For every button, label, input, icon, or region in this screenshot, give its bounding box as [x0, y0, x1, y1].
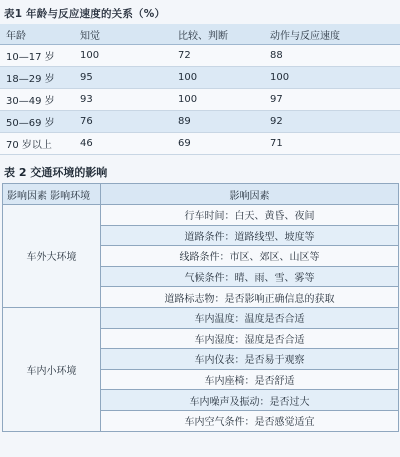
cell-judgment: 100 — [172, 89, 264, 111]
column-header-perception: 知觉 — [74, 24, 172, 45]
cell-age: 30—49 岁 — [0, 89, 74, 111]
column-header-reaction: 动作与反应速度 — [264, 24, 400, 45]
column-header-judgment: 比较、判断 — [172, 24, 264, 45]
cell-perception: 76 — [74, 111, 172, 133]
header-influence-environment: 影响因素 影响环境 — [3, 184, 101, 205]
cell-age: 50—69 岁 — [0, 111, 74, 133]
table1-header-row — [0, 24, 400, 45]
table-row — [0, 67, 400, 89]
group-inside-environment: 车内小环境 — [3, 307, 101, 431]
table2-title: 表 2 交通环境的影响 — [4, 166, 108, 179]
factor-cell: 车内噪声及振动：是否过大 — [101, 390, 399, 411]
table-row — [0, 111, 400, 133]
cell-perception: 100 — [74, 45, 172, 67]
group-outside-environment: 车外大环境 — [3, 205, 101, 308]
table1-title: 表1 年龄与反应速度的关系（%） — [4, 8, 166, 20]
table2-header-row — [3, 184, 399, 205]
cell-reaction: 71 — [264, 133, 400, 155]
cell-reaction: 97 — [264, 89, 400, 111]
header-influence-factor: 影响因素 — [101, 184, 399, 205]
table-row — [3, 205, 399, 226]
age-reaction-table — [0, 24, 400, 155]
cell-perception: 93 — [74, 89, 172, 111]
factor-cell: 道路条件：道路线型、坡度等 — [101, 225, 399, 246]
table-row — [0, 133, 400, 155]
factor-cell: 气候条件：晴、雨、雪、雾等 — [101, 266, 399, 287]
cell-age: 18—29 岁 — [0, 67, 74, 89]
traffic-environment-table — [2, 183, 399, 432]
cell-age: 70 岁以上 — [0, 133, 74, 155]
factor-cell: 道路标志物：是否影响正确信息的获取 — [101, 287, 399, 308]
column-header-age: 年龄 — [0, 24, 74, 45]
factor-cell: 线路条件：市区、郊区、山区等 — [101, 246, 399, 267]
table-row — [3, 307, 399, 328]
cell-age: 10—17 岁 — [0, 45, 74, 67]
cell-perception: 46 — [74, 133, 172, 155]
cell-reaction: 92 — [264, 111, 400, 133]
factor-cell: 车内温度：温度是否合适 — [101, 307, 399, 328]
factor-cell: 车内仪表：是否易于观察 — [101, 349, 399, 370]
cell-judgment: 72 — [172, 45, 264, 67]
table-row — [0, 89, 400, 111]
cell-judgment: 100 — [172, 67, 264, 89]
cell-reaction: 100 — [264, 67, 400, 89]
factor-cell: 车内空气条件：是否感觉适宜 — [101, 410, 399, 431]
factor-cell: 行车时间：白天、黄昏、夜间 — [101, 205, 399, 226]
factor-cell: 车内座椅：是否舒适 — [101, 369, 399, 390]
cell-perception: 95 — [74, 67, 172, 89]
cell-judgment: 89 — [172, 111, 264, 133]
cell-reaction: 88 — [264, 45, 400, 67]
table-row — [0, 45, 400, 67]
cell-judgment: 69 — [172, 133, 264, 155]
factor-cell: 车内湿度：湿度是否合适 — [101, 328, 399, 349]
